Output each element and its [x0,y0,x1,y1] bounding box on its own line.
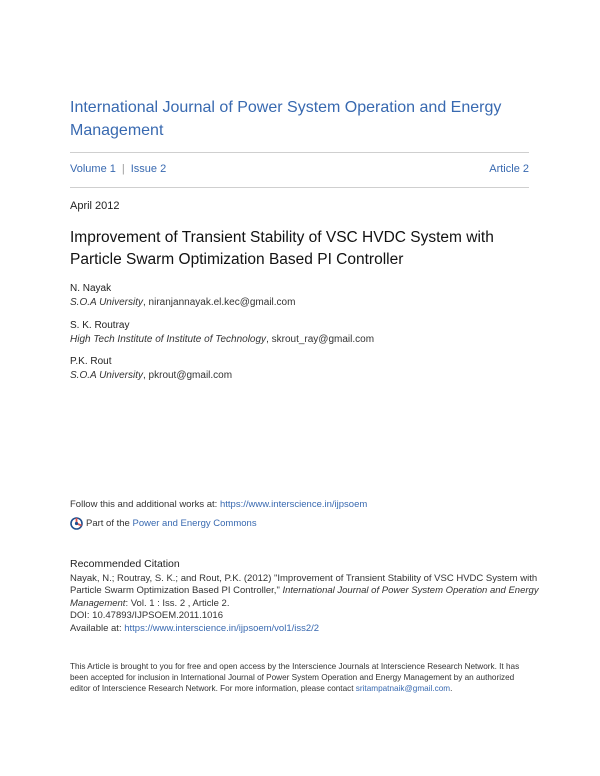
publication-date: April 2012 [70,200,120,212]
author-affiliation: S.O.A University [70,370,143,381]
author-affiliation-line: S.O.A University, pkrout@gmail.com [70,370,233,381]
issue-link[interactable]: Issue 2 [130,163,167,175]
available-url-link[interactable]: https://www.interscience.in/ijpsoem/vol1/iss2/2 [124,622,320,634]
part-of-text: Part of the [86,518,133,530]
author-name: N. Nayak [70,283,112,294]
follow-url-link[interactable]: https://www.interscience.in/ijpsoem [219,499,368,510]
author-affiliation-line: High Tech Institute of Institute of Technology, skrout_ray@gmail.com [70,334,375,345]
access-notice [70,661,535,694]
author-name: S. K. Routray [70,320,130,331]
journal-title-link[interactable]: International Journal of Power System Operation and Energy Management [70,99,502,139]
citation-authors-text: Nayak, N.; Routray, S. K.; and Rout, P.K. (2012) "Improvement of Transient Stability of VSC HVDC System with Particle Swarm Optimization Based PI Controller," [70,572,538,596]
bottom-divider [70,187,529,188]
top-divider [70,152,529,153]
contact-email-link[interactable]: sritampatnaik@gmail.com [355,684,451,693]
author-affiliation: High Tech Institute of Institute of Technology [70,334,267,345]
author-affiliation-line: S.O.A University, niranjannayak.el.kec@gmail.com [70,297,296,308]
commons-network-icon [70,517,83,530]
follow-line [70,499,367,510]
author-name: P.K. Rout [70,356,112,367]
volume-issue-separator: | [121,163,125,175]
part-of-line [70,517,257,531]
author-email: pkrout@gmail.com [148,370,233,381]
article-number-link[interactable]: Article 2 [489,163,529,175]
citation-doi: DOI: 10.47893/IJPSOEM.2011.1016 [70,610,223,621]
author-block [70,320,374,346]
citation-heading: Recommended Citation [70,558,180,570]
citation-volume: : Vol. 1 : Iss. 2 , Article 2. [125,597,230,609]
citation-journal: International Journal of Power System Operation and Energy Management [70,585,539,609]
available-label: Available at: [70,622,125,634]
recommended-citation [70,558,540,635]
article-title: Improvement of Transient Stability of VSC HVDC System with Particle Swarm Optimization Based PI Controller [70,229,494,268]
follow-text: Follow this and additional works at: [70,499,220,510]
author-block [70,356,232,382]
access-notice-end: . [450,684,453,693]
volume-issue-row [70,163,529,177]
author-email: skrout_ray@gmail.com [271,334,375,345]
power-energy-commons-link[interactable]: Power and Energy Commons [132,518,257,530]
author-block [70,283,295,309]
author-affiliation: S.O.A University [70,297,143,308]
access-notice-text: This Article is brought to you for free and open access by the Interscience Journals at Interscience Research Network. It has been accepted for inclusion in International Journal of Power System Operation and Energy Management by an authorized editor of Interscience Research Network. For more information, please contact [70,662,520,693]
volume-link[interactable]: Volume 1 [70,163,116,175]
author-email: niranjannayak.el.kec@gmail.com [148,297,296,308]
